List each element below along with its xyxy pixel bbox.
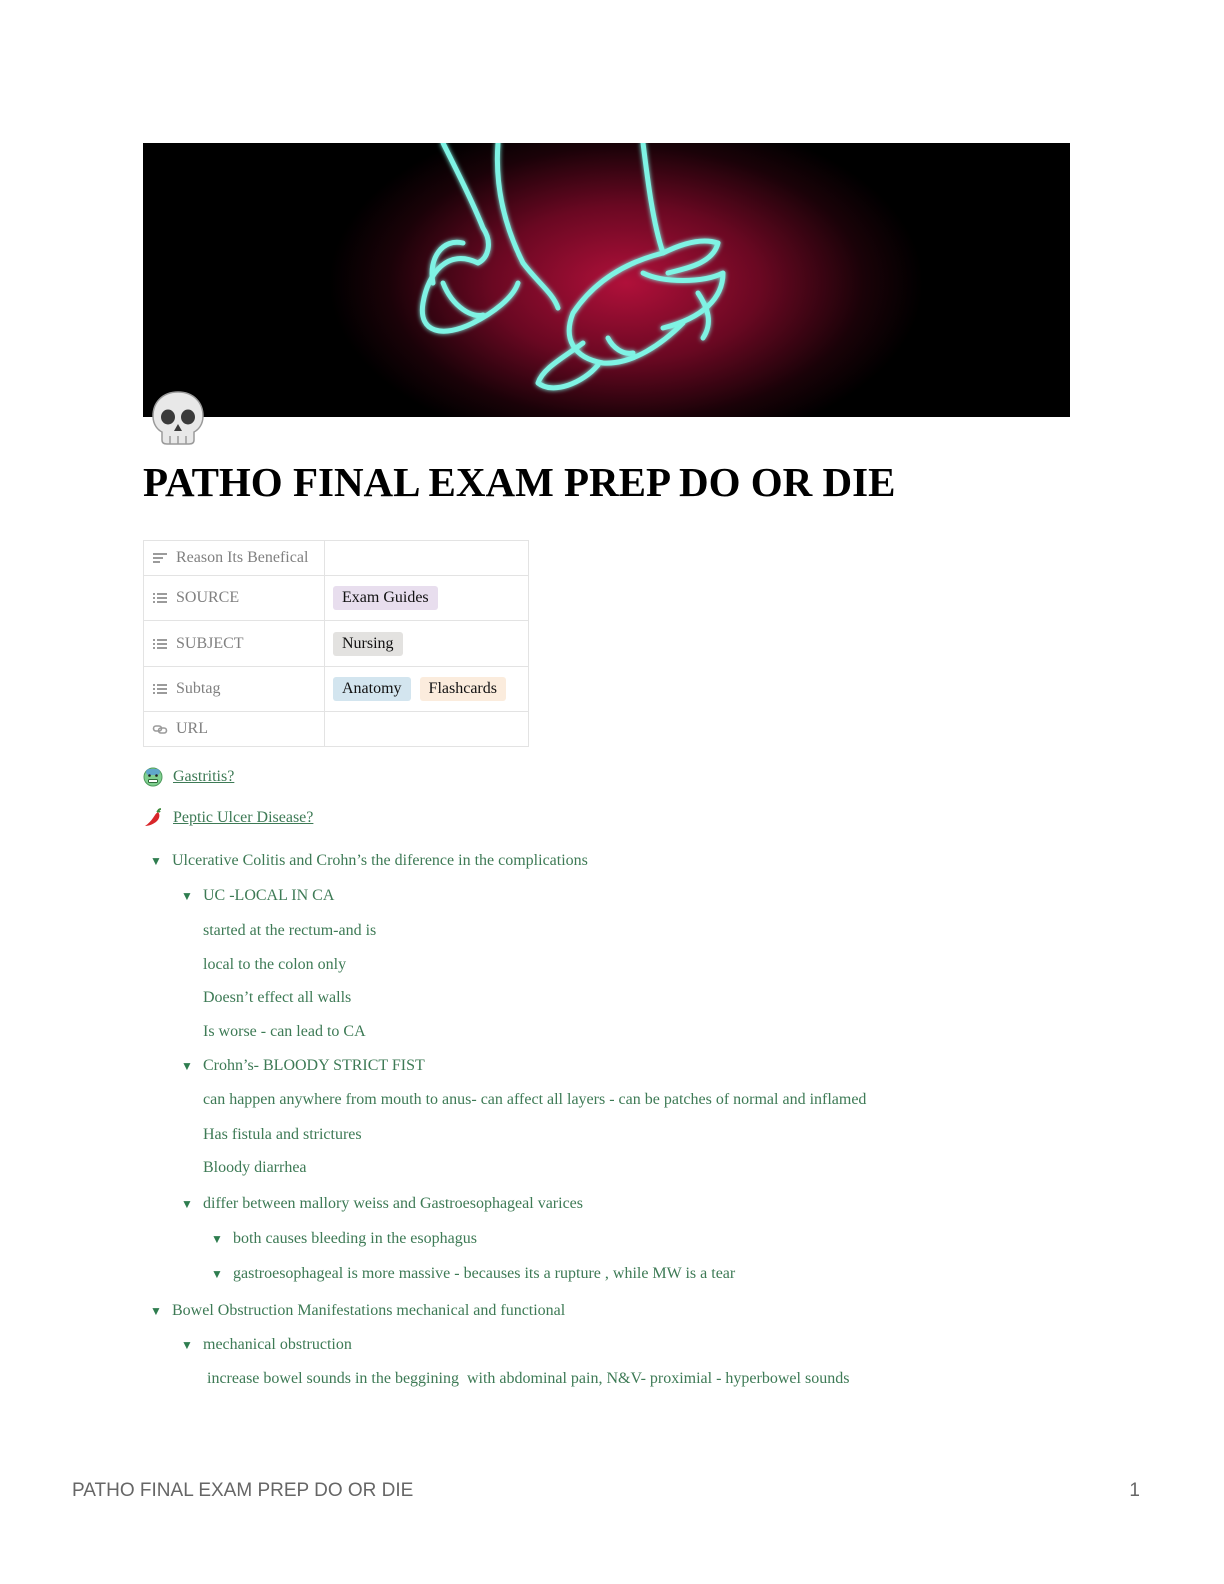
toggle-triangle-icon[interactable]: ▼ xyxy=(211,1232,223,1246)
text-line: local to the colon only xyxy=(203,956,347,973)
toggle-item[interactable] xyxy=(150,1302,565,1320)
text-line: Is worse - can lead to CA xyxy=(203,1023,366,1040)
property-name[interactable] xyxy=(144,541,325,576)
toggle-item[interactable] xyxy=(150,852,588,870)
linked-pages xyxy=(143,762,313,844)
property-row xyxy=(144,576,529,621)
property-value[interactable] xyxy=(325,576,529,621)
tag-exam-guides[interactable]: Exam Guides xyxy=(333,586,438,610)
properties-table xyxy=(143,540,529,747)
toggle-text: UC -LOCAL IN CA xyxy=(203,887,335,904)
page-link-label[interactable]: Peptic Ulcer Disease? xyxy=(173,809,314,826)
toggle-triangle-icon[interactable]: ▼ xyxy=(211,1267,223,1281)
list-icon xyxy=(152,636,168,652)
toggle-text: differ between mallory weiss and Gastroesophageal varices xyxy=(203,1195,584,1212)
text-line: Doesn’t effect all walls xyxy=(203,989,352,1006)
text-line: Has fistula and strictures xyxy=(203,1126,362,1143)
footer-page-number: 1 xyxy=(1129,1480,1140,1501)
property-value[interactable] xyxy=(325,667,529,712)
list-icon xyxy=(152,590,168,606)
toggle-triangle-icon[interactable]: ▼ xyxy=(150,854,162,868)
property-label: Reason Its Benefical xyxy=(176,549,309,566)
text-line: Bloody diarrhea xyxy=(203,1159,307,1176)
toggle-triangle-icon[interactable]: ▼ xyxy=(181,1338,193,1352)
tag-nursing[interactable]: Nursing xyxy=(333,632,403,656)
property-name[interactable] xyxy=(144,621,325,667)
toggle-triangle-icon[interactable]: ▼ xyxy=(150,1304,162,1318)
property-name[interactable] xyxy=(144,576,325,621)
property-value[interactable] xyxy=(325,712,529,747)
footer-title: PATHO FINAL EXAM PREP DO OR DIE xyxy=(72,1480,414,1501)
property-name[interactable] xyxy=(144,712,325,747)
property-name[interactable] xyxy=(144,667,325,712)
page-link-label[interactable]: Gastritis? xyxy=(173,768,235,785)
toggle-item[interactable] xyxy=(181,887,334,905)
tag-flashcards[interactable]: Flashcards xyxy=(420,677,506,701)
toggle-text: Ulcerative Colitis and Crohn’s the diference in the complications xyxy=(172,852,588,869)
toggle-item[interactable] xyxy=(211,1230,477,1248)
chili-pepper-icon xyxy=(143,808,163,828)
property-row xyxy=(144,712,529,747)
toggle-triangle-icon[interactable]: ▼ xyxy=(181,1059,193,1073)
tag-anatomy[interactable]: Anatomy xyxy=(333,677,411,701)
text-line: increase bowel sounds in the beggining with abdominal pain, N&V- proximial - hyperbowel sounds xyxy=(203,1370,850,1387)
property-row xyxy=(144,541,529,576)
toggle-text: gastroesophageal is more massive - becauses its a rupture , while MW is a tear xyxy=(233,1265,736,1282)
page-link-peptic-ulcer[interactable] xyxy=(143,803,313,833)
property-value[interactable] xyxy=(325,541,529,576)
text-lines-icon xyxy=(152,550,168,566)
property-label: URL xyxy=(176,720,208,737)
property-row xyxy=(144,621,529,667)
text-line: can happen anywhere from mouth to anus- can affect all layers - can be patches of normal and inflamed xyxy=(203,1091,867,1108)
property-label: Subtag xyxy=(176,680,221,697)
toggle-item[interactable] xyxy=(181,1336,352,1354)
page-title: PATHO FINAL EXAM PREP DO OR DIE xyxy=(143,459,896,505)
text-line: started at the rectum-and is xyxy=(203,922,377,939)
toggle-text: Bowel Obstruction Manifestations mechanical and functional xyxy=(172,1302,566,1319)
list-icon xyxy=(152,681,168,697)
toggle-item[interactable] xyxy=(181,1057,425,1075)
property-row xyxy=(144,667,529,712)
toggle-triangle-icon[interactable]: ▼ xyxy=(181,1197,193,1211)
page-link-gastritis[interactable] xyxy=(143,762,313,792)
skull-icon xyxy=(148,388,208,448)
property-label: SOURCE xyxy=(176,589,240,606)
link-icon xyxy=(152,721,168,737)
cover-image xyxy=(143,143,1070,417)
neon-feet-illustration xyxy=(143,143,1070,417)
property-label: SUBJECT xyxy=(176,634,244,652)
toggle-triangle-icon[interactable]: ▼ xyxy=(181,889,193,903)
nauseated-face-icon xyxy=(143,767,163,787)
toggle-item[interactable] xyxy=(181,1195,583,1213)
toggle-text: both causes bleeding in the esophagus xyxy=(233,1230,477,1247)
toggle-text: mechanical obstruction xyxy=(203,1336,352,1353)
property-value[interactable] xyxy=(325,621,529,667)
toggle-text: Crohn’s- BLOODY STRICT FIST xyxy=(203,1057,425,1074)
toggle-item[interactable] xyxy=(211,1265,735,1283)
